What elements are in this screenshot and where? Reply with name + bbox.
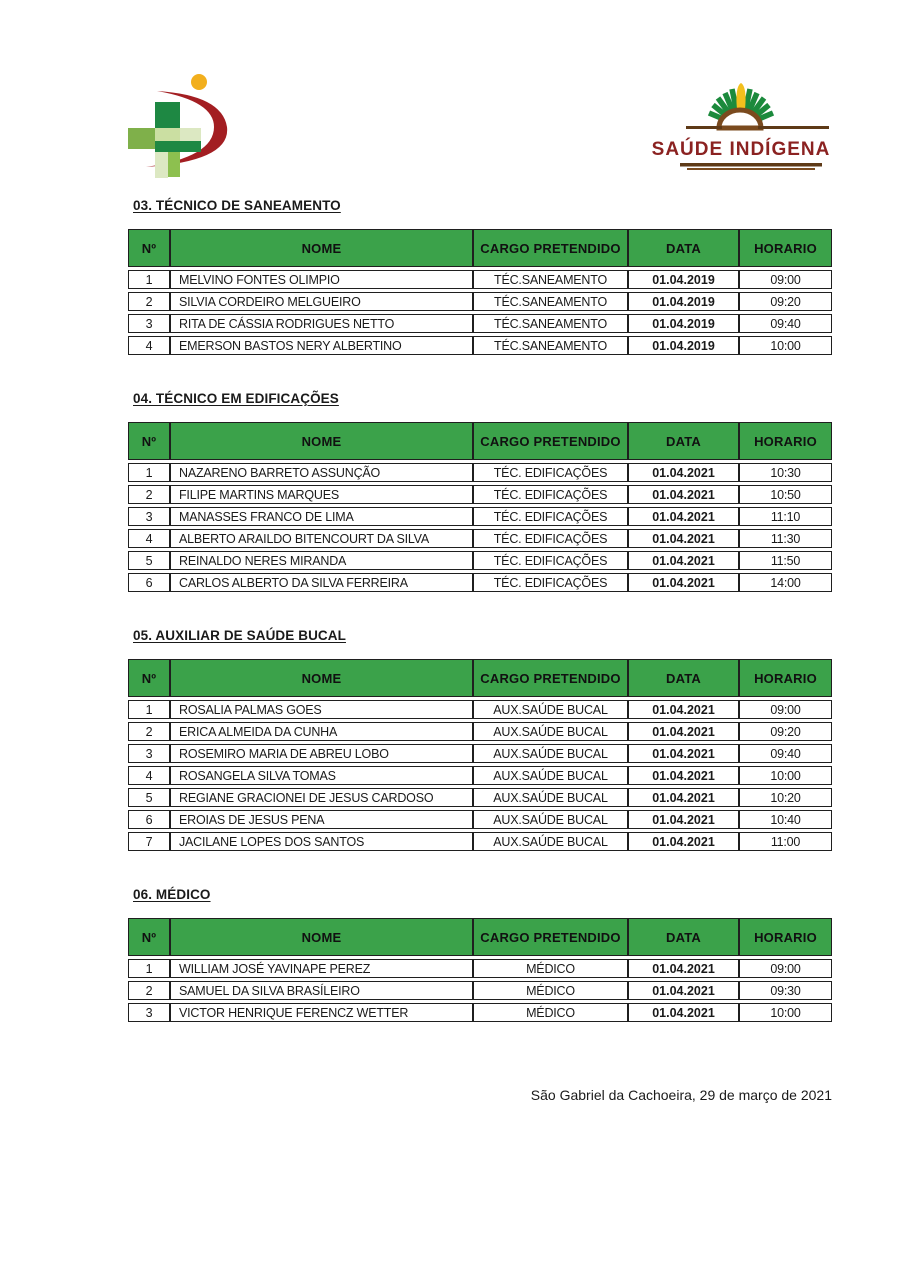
column-header-cargo: CARGO PRETENDIDO xyxy=(473,659,628,697)
row-number-cell: 5 xyxy=(128,788,170,807)
name-cell: ERICA ALMEIDA DA CUNHA xyxy=(170,722,473,741)
name-cell: REGIANE GRACIONEI DE JESUS CARDOSO xyxy=(170,788,473,807)
table-row xyxy=(128,507,832,526)
table-row xyxy=(128,832,832,851)
table-row xyxy=(128,810,832,829)
column-header-num: Nº xyxy=(128,918,170,956)
column-header-num: Nº xyxy=(128,422,170,460)
cargo-cell: MÉDICO xyxy=(473,959,628,978)
name-cell: MELVINO FONTES OLIMPIO xyxy=(170,270,473,289)
table-row xyxy=(128,463,832,482)
schedule-section xyxy=(128,391,832,595)
cross-dark-strip xyxy=(155,141,201,152)
row-number-cell: 3 xyxy=(128,314,170,333)
name-cell: MANASSES FRANCO DE LIMA xyxy=(170,507,473,526)
name-cell: JACILANE LOPES DOS SANTOS xyxy=(170,832,473,851)
table-header-row xyxy=(128,659,832,697)
cargo-cell: AUX.SAÚDE BUCAL xyxy=(473,700,628,719)
time-cell: 10:00 xyxy=(739,1003,832,1022)
column-header-data: DATA xyxy=(628,659,739,697)
table-row xyxy=(128,981,832,1000)
time-cell: 09:00 xyxy=(739,700,832,719)
schedule-table xyxy=(128,915,832,1025)
table-row xyxy=(128,336,832,355)
row-number-cell: 7 xyxy=(128,832,170,851)
saude-indigena-logo-graphic xyxy=(640,75,860,185)
column-header-num: Nº xyxy=(128,659,170,697)
name-cell: ROSALIA PALMAS GOES xyxy=(170,700,473,719)
table-row xyxy=(128,744,832,763)
section-heading: 05. AUXILIAR DE SAÚDE BUCAL xyxy=(133,628,346,643)
health-cross-logo-graphic xyxy=(110,65,240,195)
cargo-cell: TÉC. EDIFICAÇÕES xyxy=(473,507,628,526)
time-cell: 09:40 xyxy=(739,744,832,763)
row-number-cell: 3 xyxy=(128,1003,170,1022)
cargo-cell: MÉDICO xyxy=(473,1003,628,1022)
date-cell: 01.04.2021 xyxy=(628,573,739,592)
row-number-cell: 6 xyxy=(128,810,170,829)
logo-title: SAÚDE INDÍGENA xyxy=(651,139,831,160)
time-cell: 14:00 xyxy=(739,573,832,592)
cross-bottom-arm-right xyxy=(168,152,180,177)
date-cell: 01.04.2021 xyxy=(628,788,739,807)
name-cell: REINALDO NERES MIRANDA xyxy=(170,551,473,570)
schedule-table xyxy=(128,226,832,358)
place-date-line: São Gabriel da Cachoeira, 29 de março de 2021 xyxy=(530,1087,832,1103)
date-cell: 01.04.2021 xyxy=(628,1003,739,1022)
row-number-cell: 6 xyxy=(128,573,170,592)
section-heading: 04. TÉCNICO EM EDIFICAÇÕES xyxy=(133,391,339,406)
row-number-cell: 4 xyxy=(128,529,170,548)
table-row xyxy=(128,551,832,570)
row-number-cell: 1 xyxy=(128,270,170,289)
schedule-section xyxy=(128,887,832,1025)
date-cell: 01.04.2021 xyxy=(628,529,739,548)
document-content xyxy=(128,198,832,1103)
cargo-cell: TÉC. EDIFICAÇÕES xyxy=(473,485,628,504)
date-cell: 01.04.2021 xyxy=(628,551,739,570)
top-rule-right xyxy=(758,126,829,129)
column-header-num: Nº xyxy=(128,229,170,267)
column-header-nome: NOME xyxy=(170,918,473,956)
name-cell: ROSEMIRO MARIA DE ABREU LOBO xyxy=(170,744,473,763)
date-cell: 01.04.2021 xyxy=(628,700,739,719)
date-cell: 01.04.2021 xyxy=(628,959,739,978)
table-header-row xyxy=(128,918,832,956)
row-number-cell: 1 xyxy=(128,700,170,719)
table-row xyxy=(128,722,832,741)
time-cell: 10:50 xyxy=(739,485,832,504)
table-row xyxy=(128,1003,832,1022)
name-cell: NAZARENO BARRETO ASSUNÇÃO xyxy=(170,463,473,482)
table-row xyxy=(128,485,832,504)
date-cell: 01.04.2021 xyxy=(628,507,739,526)
time-cell: 10:20 xyxy=(739,788,832,807)
date-cell: 01.04.2021 xyxy=(628,463,739,482)
column-header-horario: HORARIO xyxy=(739,229,832,267)
column-header-horario: HORARIO xyxy=(739,422,832,460)
name-cell: FILIPE MARTINS MARQUES xyxy=(170,485,473,504)
column-header-horario: HORARIO xyxy=(739,659,832,697)
schedule-section xyxy=(128,628,832,854)
date-cell: 01.04.2021 xyxy=(628,832,739,851)
section-heading: 06. MÉDICO xyxy=(133,887,211,902)
cargo-cell: TÉC. EDIFICAÇÕES xyxy=(473,463,628,482)
schedule-table xyxy=(128,419,832,595)
cargo-cell: TÉC. EDIFICAÇÕES xyxy=(473,551,628,570)
date-cell: 01.04.2019 xyxy=(628,314,739,333)
row-number-cell: 5 xyxy=(128,551,170,570)
cargo-cell: AUX.SAÚDE BUCAL xyxy=(473,832,628,851)
table-row xyxy=(128,573,832,592)
cargo-cell: MÉDICO xyxy=(473,981,628,1000)
sections-container xyxy=(128,198,832,1025)
section-heading: 03. TÉCNICO DE SANEAMENTO xyxy=(133,198,341,213)
health-cross-logo xyxy=(110,65,240,195)
name-cell: SAMUEL DA SILVA BRASÍLEIRO xyxy=(170,981,473,1000)
cargo-cell: TÉC. EDIFICAÇÕES xyxy=(473,529,628,548)
name-cell: EROIAS DE JESUS PENA xyxy=(170,810,473,829)
cargo-cell: TÉC.SANEAMENTO xyxy=(473,314,628,333)
time-cell: 11:30 xyxy=(739,529,832,548)
time-cell: 10:00 xyxy=(739,336,832,355)
cross-center xyxy=(155,128,180,141)
cargo-cell: TÉC.SANEAMENTO xyxy=(473,270,628,289)
cargo-cell: AUX.SAÚDE BUCAL xyxy=(473,788,628,807)
column-header-data: DATA xyxy=(628,422,739,460)
table-row xyxy=(128,529,832,548)
name-cell: RITA DE CÁSSIA RODRIGUES NETTO xyxy=(170,314,473,333)
column-header-cargo: CARGO PRETENDIDO xyxy=(473,229,628,267)
column-header-data: DATA xyxy=(628,918,739,956)
time-cell: 09:20 xyxy=(739,722,832,741)
row-number-cell: 3 xyxy=(128,744,170,763)
bottom-rule-thick xyxy=(680,163,822,167)
date-cell: 01.04.2019 xyxy=(628,292,739,311)
date-cell: 01.04.2019 xyxy=(628,336,739,355)
row-number-cell: 1 xyxy=(128,959,170,978)
cargo-cell: AUX.SAÚDE BUCAL xyxy=(473,722,628,741)
time-cell: 10:40 xyxy=(739,810,832,829)
date-cell: 01.04.2021 xyxy=(628,766,739,785)
table-row xyxy=(128,700,832,719)
date-cell: 01.04.2021 xyxy=(628,722,739,741)
row-number-cell: 2 xyxy=(128,722,170,741)
row-number-cell: 4 xyxy=(128,336,170,355)
cargo-cell: TÉC. EDIFICAÇÕES xyxy=(473,573,628,592)
cross-right-arm xyxy=(180,128,201,141)
cargo-cell: AUX.SAÚDE BUCAL xyxy=(473,766,628,785)
top-rule-left xyxy=(686,126,722,129)
row-number-cell: 2 xyxy=(128,292,170,311)
time-cell: 09:00 xyxy=(739,270,832,289)
row-number-cell: 4 xyxy=(128,766,170,785)
center-feather-icon xyxy=(736,83,745,109)
date-cell: 01.04.2021 xyxy=(628,810,739,829)
time-cell: 09:00 xyxy=(739,959,832,978)
table-row xyxy=(128,314,832,333)
bottom-rule-thin xyxy=(687,168,815,170)
time-cell: 09:40 xyxy=(739,314,832,333)
time-cell: 11:00 xyxy=(739,832,832,851)
cross-left-arm xyxy=(128,128,155,149)
table-row xyxy=(128,270,832,289)
name-cell: VICTOR HENRIQUE FERENCZ WETTER xyxy=(170,1003,473,1022)
schedule-section xyxy=(128,198,832,358)
time-cell: 11:50 xyxy=(739,551,832,570)
cargo-cell: AUX.SAÚDE BUCAL xyxy=(473,744,628,763)
column-header-horario: HORARIO xyxy=(739,918,832,956)
date-cell: 01.04.2021 xyxy=(628,485,739,504)
column-header-cargo: CARGO PRETENDIDO xyxy=(473,918,628,956)
column-header-nome: NOME xyxy=(170,659,473,697)
name-cell: ROSANGELA SILVA TOMAS xyxy=(170,766,473,785)
name-cell: ALBERTO ARAILDO BITENCOURT DA SILVA xyxy=(170,529,473,548)
arch-icon xyxy=(719,110,761,128)
column-header-nome: NOME xyxy=(170,229,473,267)
name-cell: CARLOS ALBERTO DA SILVA FERREIRA xyxy=(170,573,473,592)
name-cell: EMERSON BASTOS NERY ALBERTINO xyxy=(170,336,473,355)
table-header-row xyxy=(128,229,832,267)
time-cell: 09:30 xyxy=(739,981,832,1000)
time-cell: 10:30 xyxy=(739,463,832,482)
date-cell: 01.04.2019 xyxy=(628,270,739,289)
sun-dot xyxy=(191,74,207,90)
row-number-cell: 1 xyxy=(128,463,170,482)
cargo-cell: TÉC.SANEAMENTO xyxy=(473,292,628,311)
table-row xyxy=(128,292,832,311)
table-row xyxy=(128,766,832,785)
schedule-table xyxy=(128,656,832,854)
cargo-cell: TÉC.SANEAMENTO xyxy=(473,336,628,355)
row-number-cell: 2 xyxy=(128,485,170,504)
column-header-cargo: CARGO PRETENDIDO xyxy=(473,422,628,460)
name-cell: SILVIA CORDEIRO MELGUEIRO xyxy=(170,292,473,311)
time-cell: 11:10 xyxy=(739,507,832,526)
date-cell: 01.04.2021 xyxy=(628,744,739,763)
row-number-cell: 3 xyxy=(128,507,170,526)
cross-bottom-arm-left xyxy=(155,152,168,178)
cross-top-arm xyxy=(155,102,180,129)
time-cell: 10:00 xyxy=(739,766,832,785)
saude-indigena-logo xyxy=(640,75,860,185)
table-header-row xyxy=(128,422,832,460)
cargo-cell: AUX.SAÚDE BUCAL xyxy=(473,810,628,829)
table-row xyxy=(128,788,832,807)
name-cell: WILLIAM JOSÉ YAVINAPE PEREZ xyxy=(170,959,473,978)
table-row xyxy=(128,959,832,978)
time-cell: 09:20 xyxy=(739,292,832,311)
column-header-data: DATA xyxy=(628,229,739,267)
row-number-cell: 2 xyxy=(128,981,170,1000)
column-header-nome: NOME xyxy=(170,422,473,460)
date-cell: 01.04.2021 xyxy=(628,981,739,1000)
